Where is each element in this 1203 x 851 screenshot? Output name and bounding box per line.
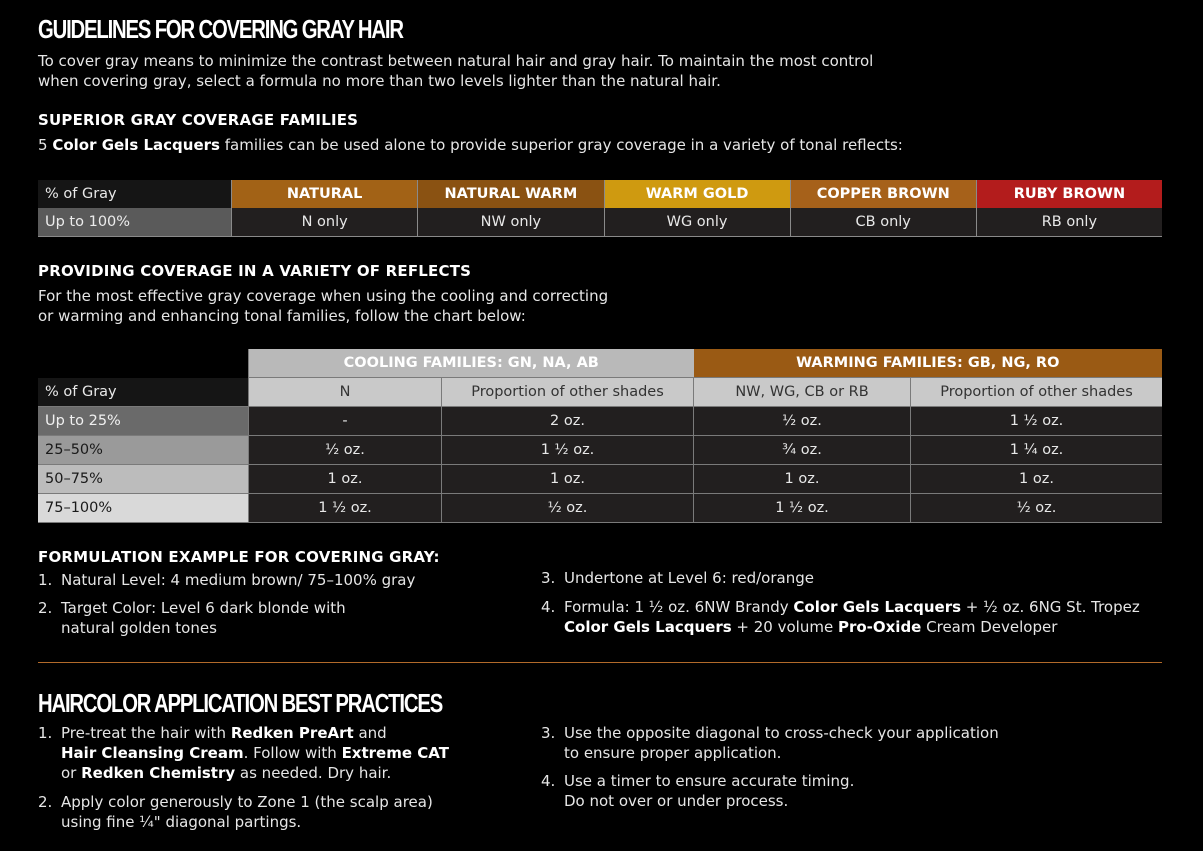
practices-list-left xyxy=(38,723,518,838)
list-text: Natural Level: 4 medium brown/ 75–100% gray xyxy=(61,571,416,589)
list-text-line-1: Formula: 1 ½ oz. 6NW Brandy Color Gels Lacquers + ½ oz. 6NG St. Tropez xyxy=(564,598,1140,616)
table-cell: 2 oz. xyxy=(442,407,694,436)
value-copper-brown: CB only xyxy=(790,208,976,237)
subheader-warming-proportion: Proportion of other shades xyxy=(911,378,1163,407)
table1-label-row: Up to 100% xyxy=(38,208,232,237)
table2-label-header: % of Gray xyxy=(38,378,249,407)
row-label: 25–50% xyxy=(38,436,249,465)
section-title-gray-hair: GUIDELINES FOR COVERING GRAY HAIR xyxy=(38,14,403,44)
table-cell: 1 oz. xyxy=(694,465,911,494)
list-number: 1. xyxy=(38,571,53,589)
table-row xyxy=(38,407,1162,436)
table-row xyxy=(38,436,1162,465)
list-item xyxy=(38,723,449,783)
family-natural-warm: NATURAL WARM xyxy=(418,180,604,208)
list-text-line-2: using fine ¼" diagonal partings. xyxy=(61,813,302,831)
table2-family-row xyxy=(38,349,1162,378)
list-text-line-2: Do not over or under process. xyxy=(564,792,789,810)
table-cell: 1 ¼ oz. xyxy=(911,436,1163,465)
row-label: 75–100% xyxy=(38,494,249,523)
superior-heading: SUPERIOR GRAY COVERAGE FAMILIES xyxy=(38,111,359,129)
practices-list-right xyxy=(541,723,1161,838)
warming-families-header: WARMING FAMILIES: GB, NG, RO xyxy=(694,349,1163,378)
value-ruby-brown: RB only xyxy=(976,208,1162,237)
subheader-warming-shades: NW, WG, CB or RB xyxy=(694,378,911,407)
list-text-line-2: Color Gels Lacquers + 20 volume Pro-Oxide Cream Developer xyxy=(564,618,1058,636)
superior-prefix: 5 xyxy=(38,136,53,154)
family-warm-gold: WARM GOLD xyxy=(604,180,790,208)
table1-value-row xyxy=(38,208,1162,237)
list-text-line-2: natural golden tones xyxy=(61,619,217,637)
table-row xyxy=(38,465,1162,494)
intro-line-1: To cover gray means to minimize the contrast between natural hair and gray hair. To maintain the most control xyxy=(38,52,874,70)
row-label: Up to 25% xyxy=(38,407,249,436)
list-item xyxy=(38,792,433,832)
table-cell: 1 ½ oz. xyxy=(249,494,442,523)
table-cell: - xyxy=(249,407,442,436)
list-number: 2. xyxy=(38,599,53,617)
list-item xyxy=(38,570,415,590)
list-number: 1. xyxy=(38,724,53,742)
list-item xyxy=(541,771,854,811)
formulation-list-left xyxy=(38,570,518,650)
table-cell: 1 ½ oz. xyxy=(911,407,1163,436)
section-title-best-practices: HAIRCOLOR APPLICATION BEST PRACTICES xyxy=(38,688,443,718)
intro-line-2: when covering gray, select a formula no more than two levels lighter than the natural hair. xyxy=(38,72,721,90)
superior-suffix: families can be used alone to provide superior gray coverage in a variety of tonal reflects: xyxy=(219,136,903,154)
list-text: Undertone at Level 6: red/orange xyxy=(564,569,814,587)
list-number: 2. xyxy=(38,793,53,811)
table-cell: ½ oz. xyxy=(911,494,1163,523)
list-number: 4. xyxy=(541,772,556,790)
reflects-table xyxy=(38,349,1162,523)
list-item xyxy=(38,598,346,638)
reflects-line-2: or warming and enhancing tonal families, follow the chart below: xyxy=(38,307,526,325)
list-text-line-2: to ensure proper application. xyxy=(564,744,782,762)
list-item xyxy=(541,568,814,588)
table1-header-row xyxy=(38,180,1162,208)
row-label: 50–75% xyxy=(38,465,249,494)
list-text-line-1: Use the opposite diagonal to cross-check your application xyxy=(564,724,999,742)
value-natural: N only xyxy=(232,208,418,237)
table-row xyxy=(38,494,1162,523)
superior-coverage-table xyxy=(38,180,1162,237)
table-cell: 1 ½ oz. xyxy=(694,494,911,523)
table-cell: 1 oz. xyxy=(249,465,442,494)
subheader-cooling-proportion: Proportion of other shades xyxy=(442,378,694,407)
table2-subheader-row xyxy=(38,378,1162,407)
list-text-line-1: Pre-treat the hair with Redken PreArt and xyxy=(61,724,387,742)
list-text-line-2: Hair Cleansing Cream. Follow with Extreme CAT xyxy=(61,744,449,762)
table-cell: ½ oz. xyxy=(249,436,442,465)
list-text-line-1: Use a timer to ensure accurate timing. xyxy=(564,772,855,790)
formulation-list-right xyxy=(541,568,1171,648)
table-cell: ½ oz. xyxy=(442,494,694,523)
value-natural-warm: NW only xyxy=(418,208,604,237)
list-number: 3. xyxy=(541,724,556,742)
table-cell: 1 oz. xyxy=(442,465,694,494)
table-cell: ¾ oz. xyxy=(694,436,911,465)
table2-empty-corner xyxy=(38,349,249,378)
reflects-paragraph xyxy=(38,286,608,326)
list-item xyxy=(541,597,1140,637)
section-divider xyxy=(38,662,1162,663)
list-text-line-1: Apply color generously to Zone 1 (the scalp area) xyxy=(61,793,433,811)
table-cell: 1 ½ oz. xyxy=(442,436,694,465)
table-cell: 1 oz. xyxy=(911,465,1163,494)
table1-label-header: % of Gray xyxy=(38,180,232,208)
family-copper-brown: COPPER BROWN xyxy=(790,180,976,208)
cooling-families-header: COOLING FAMILIES: GN, NA, AB xyxy=(249,349,694,378)
table-cell: ½ oz. xyxy=(694,407,911,436)
list-number: 3. xyxy=(541,569,556,587)
reflects-heading: PROVIDING COVERAGE IN A VARIETY OF REFLECTS xyxy=(38,262,472,280)
family-natural: NATURAL xyxy=(232,180,418,208)
family-ruby-brown: RUBY BROWN xyxy=(976,180,1162,208)
superior-description xyxy=(38,135,903,155)
intro-paragraph xyxy=(38,51,873,91)
list-text-line-3: or Redken Chemistry as needed. Dry hair. xyxy=(61,764,392,782)
reflects-line-1: For the most effective gray coverage when using the cooling and correcting xyxy=(38,287,609,305)
formulation-heading: FORMULATION EXAMPLE FOR COVERING GRAY: xyxy=(38,548,440,566)
subheader-n: N xyxy=(249,378,442,407)
list-item xyxy=(541,723,999,763)
list-number: 4. xyxy=(541,598,556,616)
list-text-line-1: Target Color: Level 6 dark blonde with xyxy=(61,599,346,617)
value-warm-gold: WG only xyxy=(604,208,790,237)
superior-brand: Color Gels Lacquers xyxy=(52,136,220,154)
